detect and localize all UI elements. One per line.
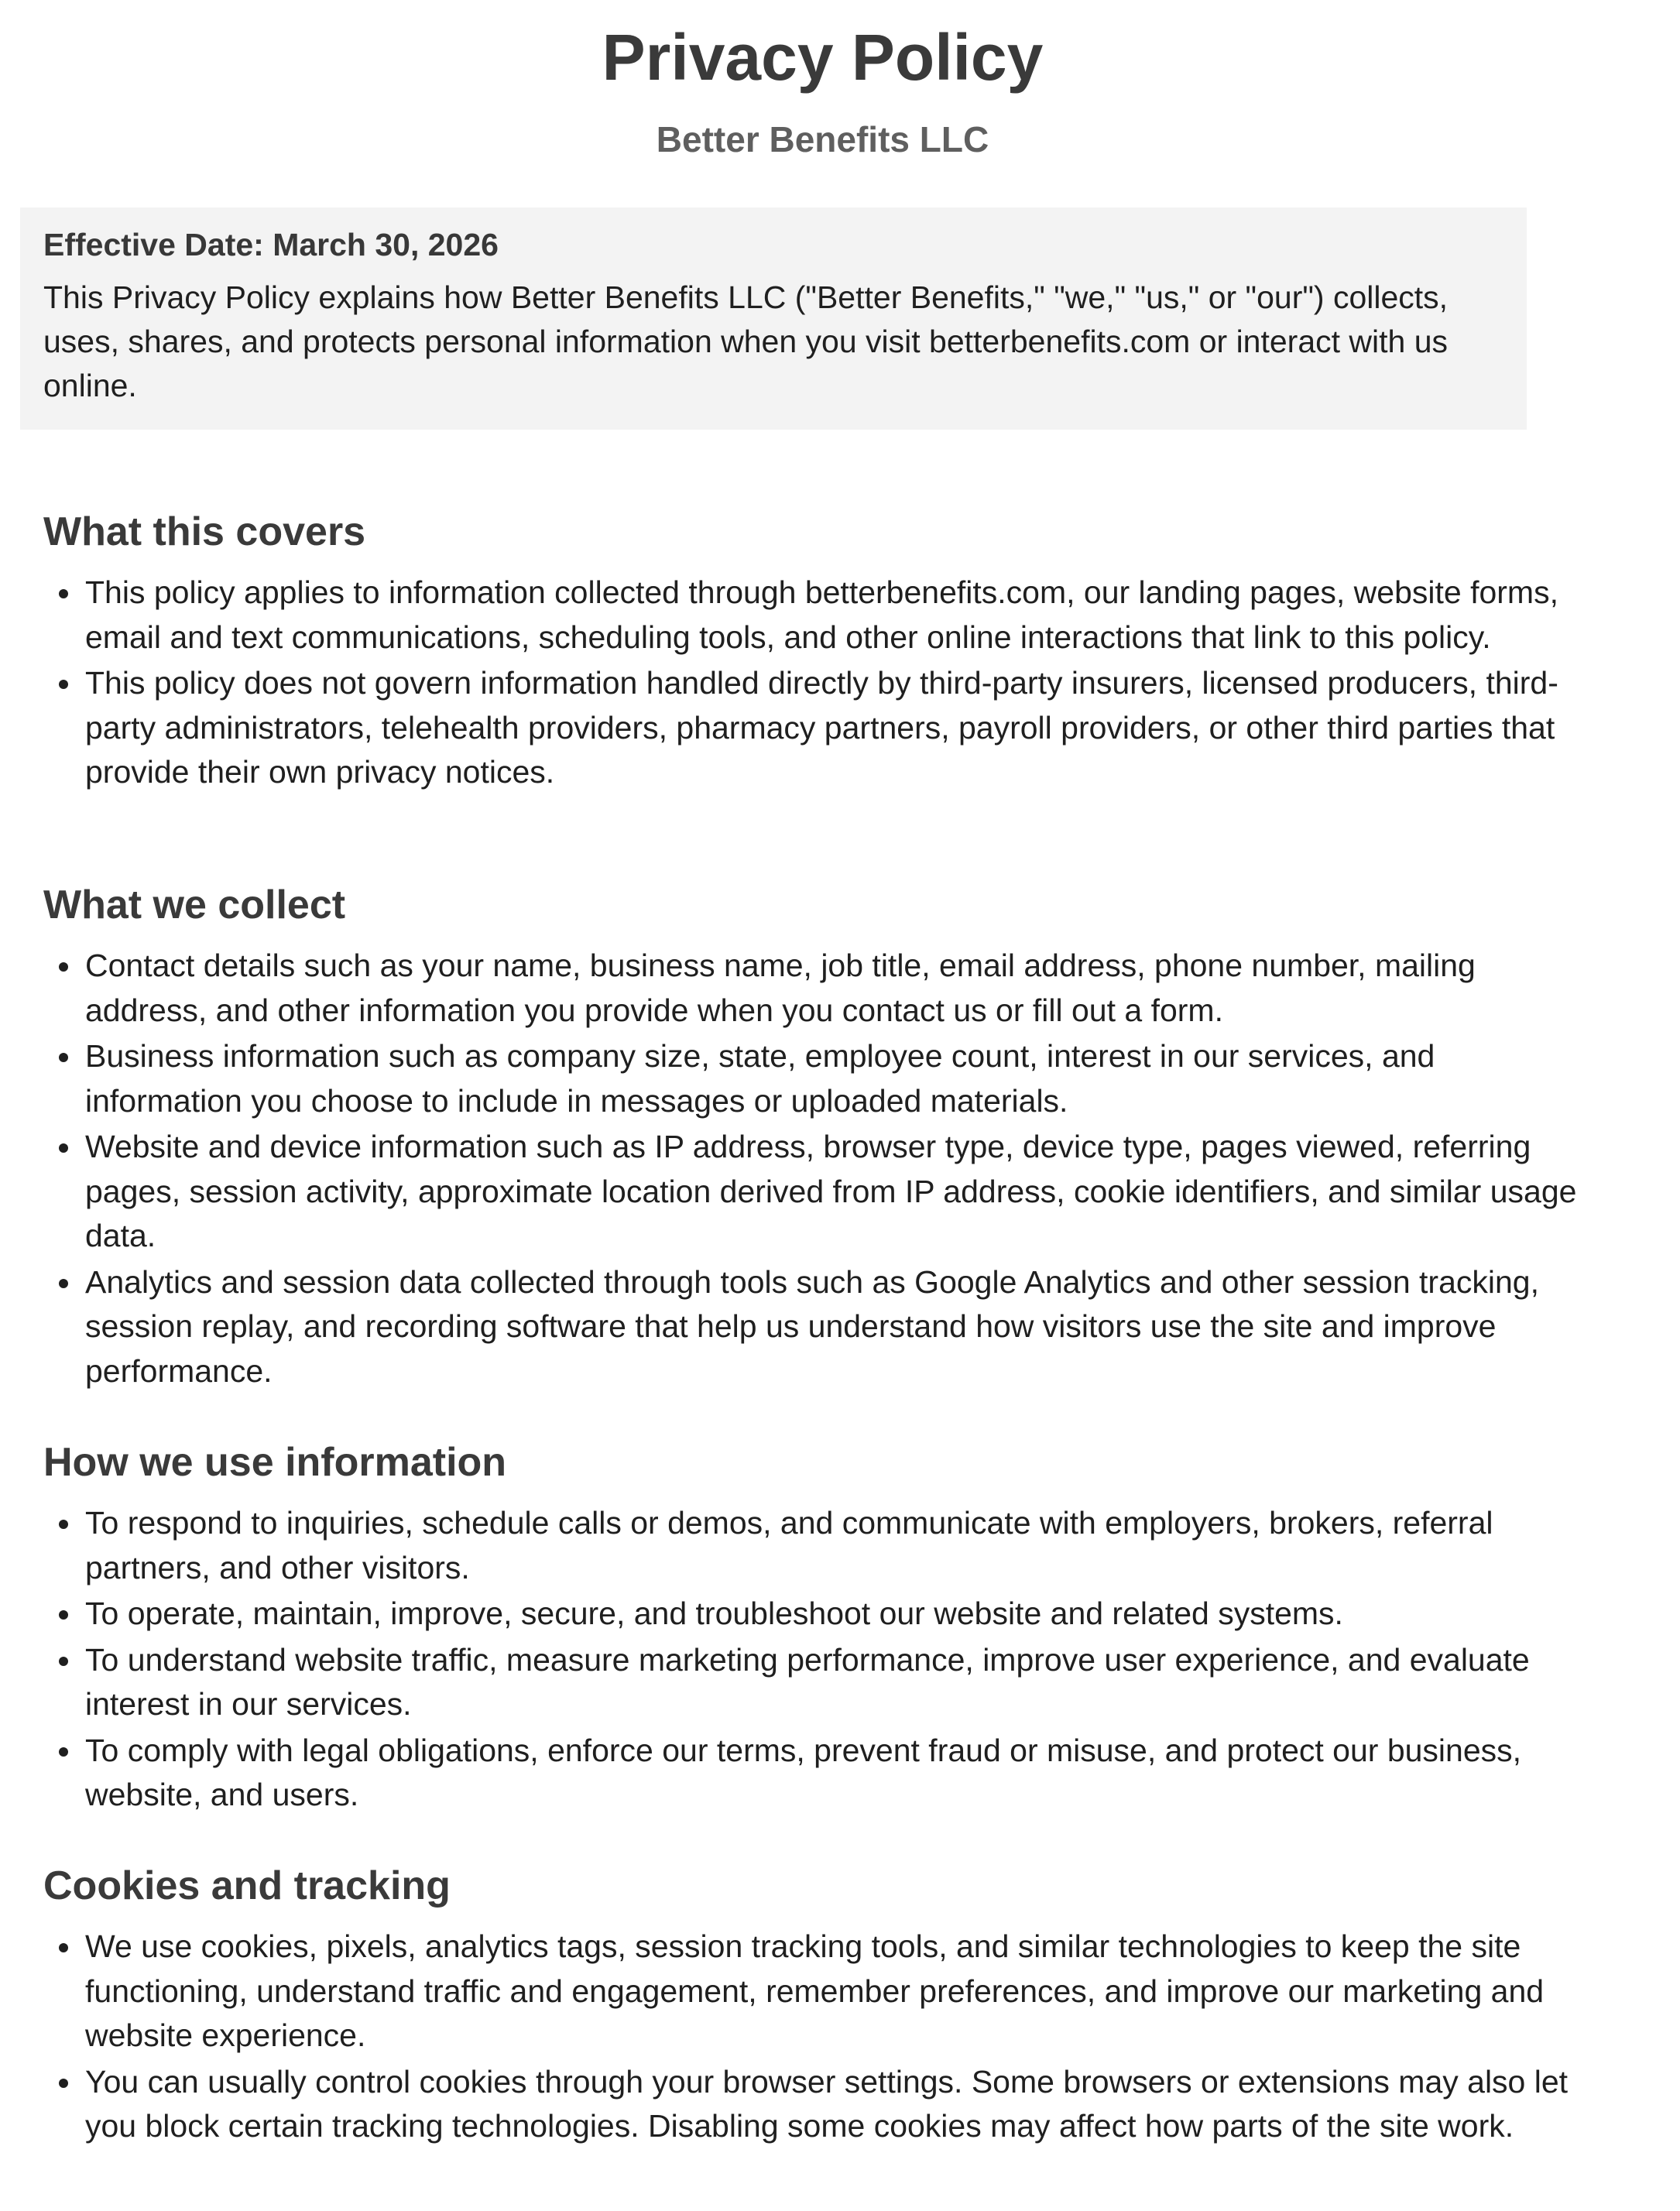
list-item — [43, 1125, 1599, 1259]
section-heading: How we use information — [43, 1440, 507, 1485]
list-item — [43, 661, 1599, 795]
list-item-text: To respond to inquiries, schedule calls or demos, and communicate with employers, brokers, referral partners, and other visitors. — [85, 1505, 1493, 1585]
list-item-text: This policy applies to information collected through betterbenefits.com, our landing pages, website forms, email and text communications, scheduling tools, and other online interactions that link to this policy. — [85, 574, 1558, 655]
bullet-list — [43, 1925, 1599, 2149]
list-item — [43, 1729, 1599, 1818]
section-heading: Cookies and tracking — [43, 1863, 451, 1908]
list-item-text: To comply with legal obligations, enforce our terms, prevent fraud or misuse, and protect our business, website, and users. — [85, 1732, 1522, 1812]
bullet-icon — [59, 2079, 68, 2088]
bullet-icon — [59, 1657, 68, 1666]
list-item — [43, 2060, 1599, 2149]
list-item-text: We use cookies, pixels, analytics tags, session tracking tools, and similar technologies to keep the site functioning, understand traffic and engagement, remember preferences, and improve our marketing and website experience. — [85, 1928, 1545, 2053]
bullet-icon — [59, 589, 68, 598]
page-title: Privacy Policy — [602, 21, 1044, 94]
bullet-icon — [59, 1747, 68, 1757]
list-item-text: Contact details such as your name, business name, job title, email address, phone number, mailing address, and other information you provide when you contact us or fill out a form. — [85, 948, 1476, 1028]
bullet-list — [43, 944, 1599, 1393]
list-item — [43, 571, 1599, 660]
section-how-we-use-information — [43, 1438, 1599, 1819]
bullet-icon — [59, 1520, 68, 1529]
bullet-icon — [59, 962, 68, 972]
list-item-text: This policy does not govern information handled directly by third-party insurers, licensed producers, third-party administrators, telehealth providers, pharmacy partners, payroll providers, or other third parties that provide their own privacy notices. — [85, 665, 1558, 790]
list-item-text: Analytics and session data collected through tools such as Google Analytics and other session tracking, session replay, and recording software that help us understand how visitors use the site and improve performance. — [85, 1263, 1539, 1389]
section-what-we-collect — [43, 880, 1599, 1395]
section-heading: What we collect — [43, 883, 346, 927]
intro-paragraph: This Privacy Policy explains how Better Benefits LLC ("Better Benefits," "we," "us," or "our") collects, uses, shares, and protects personal information when you visit betterbenefits.com or interact with us online. — [43, 279, 1449, 403]
intro-box — [20, 207, 1527, 430]
list-item-text: Business information such as company size, state, employee count, interest in our services, and information you choose to include in messages or uploaded materials. — [85, 1038, 1435, 1119]
section-cookies-and-tracking — [43, 1861, 1599, 2151]
list-item-text: Website and device information such as IP address, browser type, device type, pages viewed, referring pages, session activity, approximate location derived from IP address, cookie identifiers, and similar usage data. — [85, 1129, 1577, 1253]
list-item — [43, 1592, 1599, 1637]
section-heading: What this covers — [43, 509, 366, 554]
list-item — [43, 944, 1599, 1033]
list-item — [43, 1034, 1599, 1123]
bullet-icon — [59, 1053, 68, 1062]
bullet-icon — [59, 1279, 68, 1288]
list-item — [43, 1638, 1599, 1727]
bullet-icon — [59, 1610, 68, 1620]
bullet-icon — [59, 680, 68, 689]
list-item-text: You can usually control cookies through your browser settings. Some browsers or extensions may also let you block certain tracking technologies. Disabling some cookies may affect how parts of the site work. — [85, 2063, 1569, 2144]
effective-date: Effective Date: March 30, 2026 — [43, 227, 499, 262]
list-item — [43, 1925, 1599, 2058]
list-item-text: To understand website traffic, measure marketing performance, improve user experience, and evaluate interest in our services. — [85, 1641, 1530, 1722]
list-item-text: To operate, maintain, improve, secure, and troubleshoot our website and related systems. — [85, 1596, 1343, 1631]
company-subtitle: Better Benefits LLC — [656, 119, 989, 159]
bullet-icon — [59, 1943, 68, 1952]
bullet-icon — [59, 1143, 68, 1153]
bullet-list — [43, 571, 1599, 795]
section-what-this-covers — [43, 507, 1599, 797]
list-item — [43, 1260, 1599, 1394]
bullet-list — [43, 1501, 1599, 1818]
list-item — [43, 1501, 1599, 1590]
